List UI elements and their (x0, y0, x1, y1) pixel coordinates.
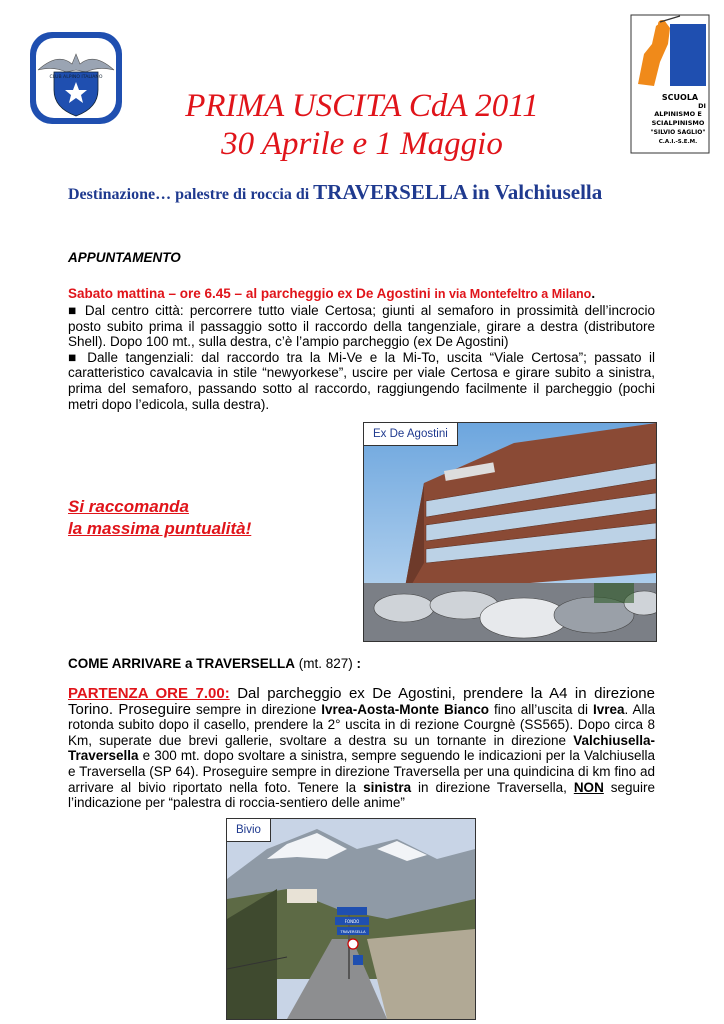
route-text-4: . Alla rotonda subito dopo il casello, prendere la 2° uscita in di rezione Courgnè (SS565). Dopo circa 8 Km, superate due brevi gallerie, svoltare a destra su un tornante in direzione (68, 701, 655, 748)
route-text-7: seguire l’indicazione per “palestra di roccia-sentiero delle anime” (68, 779, 655, 811)
meeting-period: . (591, 286, 596, 301)
sign-fondo: FONDO (344, 919, 360, 924)
route-text-3: fino all’uscita di (488, 701, 593, 717)
come-arrivare-altitude: (mt. 827) (295, 656, 357, 671)
meeting-address: in via Montefeltro a Milano (434, 287, 592, 301)
departure-time: PARTENZA ORE 7.00: (68, 685, 230, 702)
route-bold-5: NON (573, 779, 604, 795)
punctuality-note (68, 496, 251, 540)
destination-place: TRAVERSELLA (313, 180, 467, 204)
route-bold-2: Ivrea (592, 701, 625, 717)
destination-suffix: in Valchiusella (466, 180, 603, 204)
route-paragraph (68, 686, 655, 811)
title-line-1: PRIMA USCITA CdA 2011 (185, 88, 539, 124)
scuola-logo-line5: "SILVIO SAGLIO" (650, 129, 706, 136)
route-text-6: in direzione Traversella, (411, 779, 574, 795)
sign-traversella: TRAVERSELLA (340, 930, 366, 934)
scuola-logo-line3: ALPINISMO E (654, 110, 702, 118)
route-text-5: e 300 mt. dopo svoltare a sinistra, sempre seguendo le indicazioni per la Valchiusella e Traversella (SP 64). Proseguire sempre in direzione Traversella per una quindicina di km fino ad arrivare al bivio riportato nella foto. Tenere la (68, 748, 655, 795)
directions-paragraph (68, 303, 655, 412)
route-bold-3: Valchiusella-Traversella (68, 732, 655, 764)
scuola-logo-line1: SCUOLA (661, 93, 699, 102)
cai-logo-text: CLUB ALPINO ITALIANO (49, 75, 103, 80)
appuntamento-heading: APPUNTAMENTO (68, 250, 181, 265)
route-text-1: Dal parcheggio ex De Agostini, prendere la A4 in direzione Torino. Proseguire (68, 685, 655, 718)
route-text-2: sempre in direzione (190, 701, 322, 717)
scuola-logo-line4: SCIALPINISMO (651, 119, 705, 127)
route-bold-4: sinistra (363, 779, 412, 795)
come-arrivare-title: COME ARRIVARE a TRAVERSELLA (68, 656, 296, 671)
photo-bivio (226, 818, 476, 1020)
route-bold-1: Ivrea-Aosta-Monte Bianco (321, 701, 489, 717)
meeting-line (68, 286, 595, 301)
title-line-2: 30 Aprile e 1 Maggio (221, 126, 503, 162)
come-arrivare-colon: : (356, 656, 362, 671)
destination-prefix: Destinazione… palestre di roccia di (68, 186, 314, 203)
punctuality-line-1: Si raccomanda (68, 497, 189, 516)
photo-ex-de-agostini (363, 422, 657, 642)
meeting-time: Sabato mattina – ore 6.45 – al parcheggio ex De Agostini (68, 286, 435, 301)
scuola-logo-line6: C.A.I.-S.E.M. (658, 139, 698, 145)
directions-from-ring-road: ■ Dalle tangenziali: dal raccordo tra la Mi-Ve e la Mi-To, uscita “Viale Certosa”; passato il caratteristico cavalcavia in stile “newyorkese”, uscire per viale Certosa e girare subito a sinistra, prima del semaforo, passando sotto al raccordo, raggiungendo facilmente il parcheggio (pochi metri dopo l’edicola, sulla destra). (68, 349, 655, 412)
come-arrivare-heading (68, 656, 361, 671)
scuola-logo-line2: DI (698, 102, 706, 110)
punctuality-line-2: la massima puntualità! (68, 519, 252, 538)
directions-from-center: ■ Dal centro città: percorrere tutto viale Certosa; giunti al semaforo in prossimità dell’incrocio posto subito prima il passaggio sotto il raccordo della tangenziale, girare a destra (distributore Shell). Dopo 100 mt., sulla destra, c’è l’ampio parcheggio (ex De Agostini) (68, 303, 655, 350)
destination-line (68, 180, 602, 205)
photo-caption: Ex De Agostini (364, 423, 458, 446)
photo-caption: Bivio (227, 819, 271, 842)
